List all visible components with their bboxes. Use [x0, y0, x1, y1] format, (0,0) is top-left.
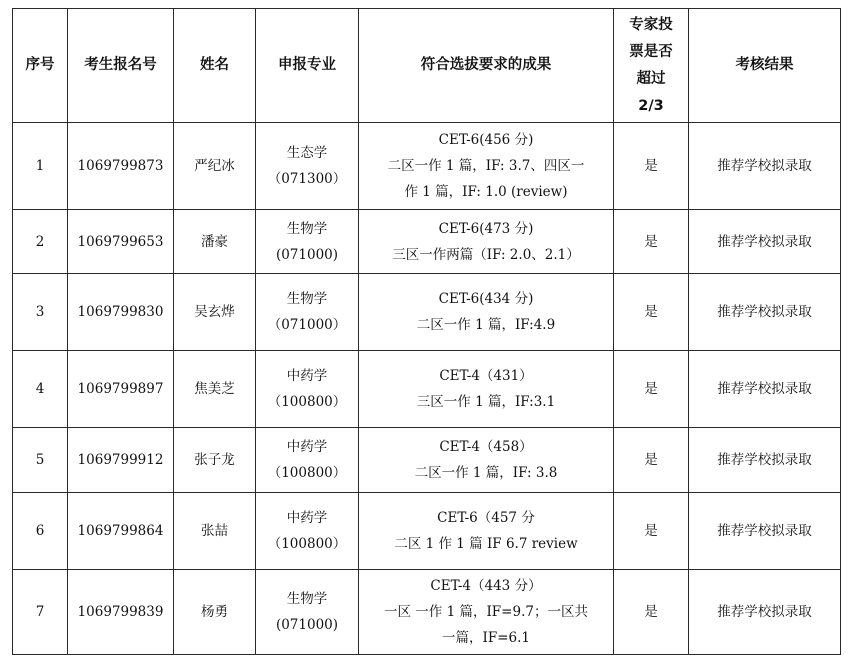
cell-achievements	[359, 570, 614, 655]
achievement-line: CET-6(434 分)	[438, 291, 534, 307]
cell-index: 3	[13, 274, 68, 351]
cell-achievements	[359, 274, 614, 351]
achievement-line: CET-4（431）	[439, 368, 533, 384]
achievement-line: 三区一作两篇（IF: 2.0、2.1）	[392, 246, 580, 263]
table-row	[13, 428, 841, 493]
cell-index: 5	[13, 428, 68, 493]
major-code: （071300）	[267, 171, 347, 187]
major-code: （100800）	[267, 394, 347, 410]
cell-name: 杨勇	[174, 570, 256, 655]
cell-index: 4	[13, 351, 68, 428]
cell-result: 推荐学校拟录取	[689, 351, 841, 428]
header-row	[13, 9, 841, 123]
table-row	[13, 210, 841, 274]
major-name: 生物学	[286, 291, 328, 307]
cell-vote: 是	[614, 210, 689, 274]
header-major: 申报专业	[256, 9, 359, 123]
major-name: 中药学	[286, 368, 328, 384]
cell-achievements	[359, 493, 614, 570]
achievement-line: 一区 一作 1 篇，IF=9.7；一区共	[384, 604, 588, 620]
cell-result: 推荐学校拟录取	[689, 493, 841, 570]
cell-reg-no: 1069799653	[68, 210, 174, 274]
header-reg-no: 考生报名号	[68, 9, 174, 123]
major-name: 中药学	[286, 510, 328, 526]
major-code: （100800）	[267, 465, 347, 481]
cell-major	[256, 123, 359, 210]
cell-index: 7	[13, 570, 68, 655]
cell-name: 吴玄烨	[174, 274, 256, 351]
achievement-line: CET-6(456 分)	[438, 132, 534, 148]
header-expert-vote	[614, 9, 689, 123]
achievement-line: 二区 1 作 1 篇 IF 6.7 review	[394, 536, 578, 552]
cell-vote: 是	[614, 123, 689, 210]
achievement-line: CET-4（443 分）	[430, 578, 542, 594]
cell-achievements	[359, 428, 614, 493]
achievement-line: 二区一作 1 篇，IF: 3.8	[414, 465, 558, 481]
header-achievements: 符合选拔要求的成果	[359, 9, 614, 123]
achievement-line: 一篇，IF=6.1	[442, 630, 530, 646]
cell-major	[256, 274, 359, 351]
cell-achievements	[359, 210, 614, 274]
cell-achievements	[359, 351, 614, 428]
achievement-line: CET-6(473 分)	[438, 220, 534, 237]
header-vote-line: 票是否	[629, 43, 673, 60]
achievement-line: CET-6（457 分	[437, 510, 535, 526]
cell-name: 潘豪	[174, 210, 256, 274]
header-name: 姓名	[174, 9, 256, 123]
cell-reg-no: 1069799839	[68, 570, 174, 655]
cell-major	[256, 428, 359, 493]
cell-reg-no: 1069799873	[68, 123, 174, 210]
cell-reg-no: 1069799864	[68, 493, 174, 570]
achievement-line: 二区一作 1 篇，IF: 3.7、四区一	[387, 158, 585, 174]
achievement-line: 作 1 篇，IF: 1.0 (review)	[404, 184, 568, 200]
major-code: （100800）	[267, 536, 347, 552]
major-code: （071000）	[267, 317, 347, 333]
cell-vote: 是	[614, 493, 689, 570]
cell-name: 张喆	[174, 493, 256, 570]
cell-index: 1	[13, 123, 68, 210]
major-name: 生态学	[286, 145, 328, 161]
cell-result: 推荐学校拟录取	[689, 428, 841, 493]
table-row	[13, 274, 841, 351]
table-row	[13, 570, 841, 655]
cell-index: 6	[13, 493, 68, 570]
achievement-line: 二区一作 1 篇，IF:4.9	[416, 317, 556, 333]
cell-achievements	[359, 123, 614, 210]
admission-table	[12, 8, 841, 655]
header-vote-line: 超过	[636, 70, 666, 87]
cell-result: 推荐学校拟录取	[689, 570, 841, 655]
document-page	[12, 8, 840, 655]
major-name: 生物学	[286, 220, 328, 237]
header-vote-line: 专家投	[629, 16, 673, 33]
header-result: 考核结果	[689, 9, 841, 123]
header-vote-line: 2/3	[638, 97, 664, 114]
cell-vote: 是	[614, 351, 689, 428]
cell-result: 推荐学校拟录取	[689, 274, 841, 351]
cell-major	[256, 351, 359, 428]
cell-name: 焦美芝	[174, 351, 256, 428]
major-code: (071000)	[275, 246, 339, 263]
cell-result: 推荐学校拟录取	[689, 210, 841, 274]
cell-major	[256, 493, 359, 570]
cell-major	[256, 570, 359, 655]
table-row	[13, 351, 841, 428]
cell-reg-no: 1069799912	[68, 428, 174, 493]
cell-vote: 是	[614, 428, 689, 493]
achievement-line: 三区一作 1 篇，IF:3.1	[416, 394, 556, 410]
cell-name: 张子龙	[174, 428, 256, 493]
cell-major	[256, 210, 359, 274]
cell-result: 推荐学校拟录取	[689, 123, 841, 210]
cell-reg-no: 1069799897	[68, 351, 174, 428]
cell-vote: 是	[614, 274, 689, 351]
cell-reg-no: 1069799830	[68, 274, 174, 351]
major-name: 生物学	[286, 591, 328, 607]
header-index: 序号	[13, 9, 68, 123]
cell-name: 严纪冰	[174, 123, 256, 210]
achievement-line: CET-4（458）	[439, 439, 533, 455]
major-code: (071000)	[275, 617, 339, 633]
cell-index: 2	[13, 210, 68, 274]
table-row	[13, 123, 841, 210]
cell-vote: 是	[614, 570, 689, 655]
major-name: 中药学	[286, 439, 328, 455]
table-row	[13, 493, 841, 570]
